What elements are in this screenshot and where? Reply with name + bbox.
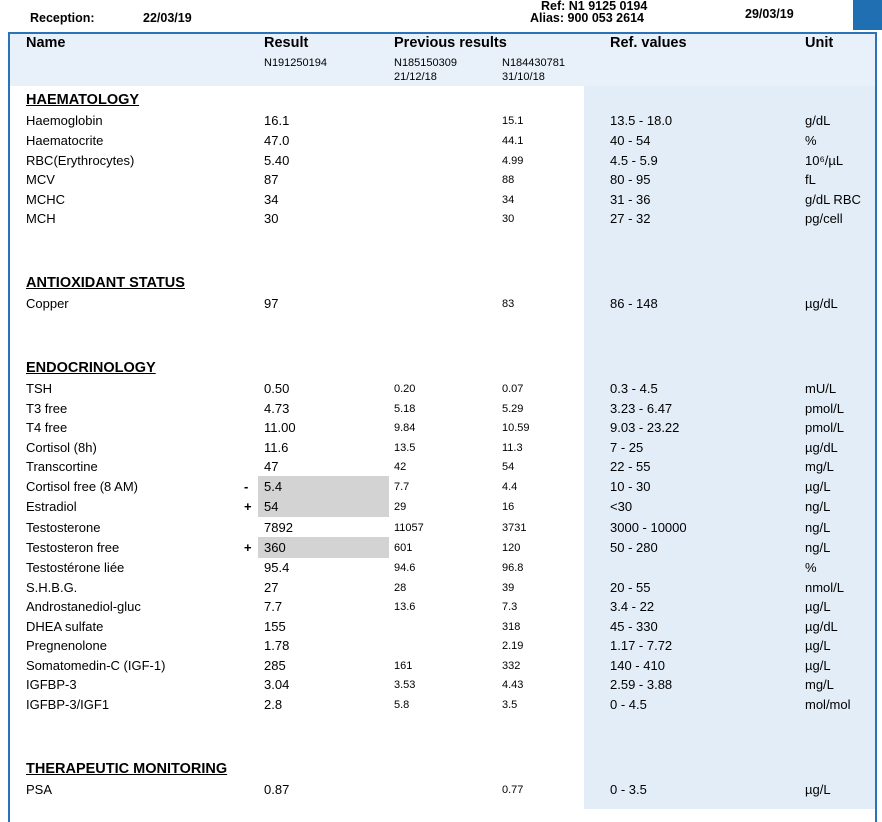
previous-result-2: 10.59 — [502, 422, 530, 434]
reference-range: 1.17 - 7.72 — [610, 638, 673, 653]
result-value: 3.04 — [264, 677, 290, 692]
test-name: Haematocrite — [26, 133, 104, 148]
test-name: RBC(Erythrocytes) — [26, 153, 135, 168]
previous-1-sample-id: N185150309 — [394, 57, 458, 69]
table-row — [0, 381, 882, 400]
unit: µg/L — [805, 638, 831, 653]
reference-range: 7 - 25 — [610, 440, 644, 455]
test-name: Somatomedin-C (IGF-1) — [26, 658, 166, 673]
test-name: MCV — [26, 172, 55, 187]
alias-number: Alias: 900 053 2614 — [530, 11, 644, 25]
reference-range: 86 - 148 — [610, 296, 658, 311]
unit: % — [805, 133, 817, 148]
result-value: 0.50 — [264, 381, 290, 396]
previous-result-2: 39 — [502, 582, 515, 594]
previous-result-2: 3.5 — [502, 699, 518, 711]
reference-range: 2.59 - 3.88 — [610, 677, 673, 692]
reference-number: Ref: N1 9125 0194 — [541, 0, 648, 13]
column-result: Result — [264, 35, 309, 51]
column-previous-results: Previous results — [394, 35, 507, 51]
reference-range: 3.23 - 6.47 — [610, 401, 673, 416]
previous-result-1: 11057 — [394, 522, 424, 534]
result-value: 95.4 — [264, 560, 290, 575]
reference-range: 0 - 4.5 — [610, 697, 647, 712]
header-tab — [853, 0, 882, 30]
reception-label: Reception: — [30, 11, 95, 25]
unit: ng/L — [805, 520, 831, 535]
previous-result-1: 5.8 — [394, 699, 410, 711]
test-name: Cortisol free (8 AM) — [26, 479, 138, 494]
column-unit: Unit — [805, 35, 834, 51]
previous-2-date: 31/10/18 — [502, 71, 545, 83]
reference-range: 9.03 - 23.22 — [610, 420, 680, 435]
result-value: 7.7 — [264, 599, 283, 614]
previous-result-2: 54 — [502, 461, 515, 473]
test-name: IGFBP-3 — [26, 677, 77, 692]
previous-result-2: 16 — [502, 501, 515, 513]
reference-range: 40 - 54 — [610, 133, 651, 148]
test-name: PSA — [26, 782, 53, 797]
unit: µg/dL — [805, 619, 838, 634]
table-row — [0, 479, 882, 498]
test-name: Testosteron free — [26, 540, 120, 555]
reference-range: 50 - 280 — [610, 540, 658, 555]
table-row — [0, 192, 882, 211]
unit: µg/L — [805, 658, 831, 673]
table-row — [0, 113, 882, 132]
column-ref-values: Ref. values — [610, 35, 687, 51]
previous-result-2: 4.4 — [502, 481, 518, 493]
test-name: Copper — [26, 296, 69, 311]
result-value: 34 — [264, 192, 279, 207]
unit: pg/cell — [805, 211, 843, 226]
previous-result-2: 7.3 — [502, 601, 518, 613]
reference-range: 140 - 410 — [610, 658, 665, 673]
result-value: 7892 — [264, 520, 293, 535]
test-name: Transcortine — [26, 459, 98, 474]
reference-range: 27 - 32 — [610, 211, 651, 226]
unit: g/dL — [805, 113, 831, 128]
previous-2-sample-id: N184430781 — [502, 57, 566, 69]
previous-result-2: 30 — [502, 213, 515, 225]
table-row — [0, 211, 882, 230]
unit: 10⁶/µL — [805, 153, 844, 168]
previous-result-2: 96.8 — [502, 562, 524, 574]
result-value: 1.78 — [264, 638, 290, 653]
abnormal-flag: - — [244, 479, 249, 494]
previous-result-2: 11.3 — [502, 442, 523, 454]
previous-result-1: 9.84 — [394, 422, 416, 434]
previous-result-2: 318 — [502, 621, 521, 633]
result-value: 47.0 — [264, 133, 290, 148]
unit: mol/mol — [805, 697, 851, 712]
table-row — [0, 580, 882, 599]
reference-range: 0 - 3.5 — [610, 782, 647, 797]
reception-date: 22/03/19 — [143, 11, 192, 25]
table-row — [0, 782, 882, 801]
reference-range: 45 - 330 — [610, 619, 658, 634]
result-value: 87 — [264, 172, 279, 187]
result-value: 11.00 — [264, 420, 296, 435]
test-name: Haemoglobin — [26, 113, 103, 128]
previous-result-1: 13.5 — [394, 442, 416, 454]
table-row — [0, 499, 882, 518]
previous-result-2: 332 — [502, 660, 521, 672]
result-value: 285 — [264, 658, 286, 673]
test-name: T4 free — [26, 420, 68, 435]
result-sample-id: N191250194 — [264, 57, 328, 69]
reference-range: 3000 - 10000 — [610, 520, 687, 535]
test-name: MCH — [26, 211, 56, 226]
previous-result-2: 5.29 — [502, 403, 524, 415]
unit: µg/dL — [805, 296, 838, 311]
section-therapeutic-monitoring: THERAPEUTIC MONITORING — [26, 761, 228, 777]
report-header — [0, 0, 882, 32]
result-value: 30 — [264, 211, 279, 226]
previous-result-1: 161 — [394, 660, 413, 672]
table-row — [0, 459, 882, 478]
test-name: Testostérone liée — [26, 560, 125, 575]
previous-result-2: 15.1 — [502, 115, 524, 127]
table-row — [0, 420, 882, 439]
result-value: 2.8 — [264, 697, 283, 712]
reference-range: 22 - 55 — [610, 459, 651, 474]
table-row — [0, 153, 882, 172]
unit: ng/L — [805, 540, 831, 555]
previous-result-1: 3.53 — [394, 679, 416, 691]
test-name: T3 free — [26, 401, 68, 416]
table-row — [0, 133, 882, 152]
reference-range: 31 - 36 — [610, 192, 651, 207]
reference-range: 20 - 55 — [610, 580, 651, 595]
table-row — [0, 440, 882, 459]
unit: mg/L — [805, 677, 834, 692]
result-value: 4.73 — [264, 401, 290, 416]
test-name: Testosterone — [26, 520, 101, 535]
result-value: 47 — [264, 459, 279, 474]
section-antioxidant-status: ANTIOXIDANT STATUS — [26, 275, 185, 291]
previous-result-2: 88 — [502, 174, 515, 186]
table-row — [0, 560, 882, 579]
previous-result-1: 7.7 — [394, 481, 410, 493]
reference-range: 10 - 30 — [610, 479, 651, 494]
reference-range: <30 — [610, 499, 633, 514]
previous-result-1: 13.6 — [394, 601, 416, 613]
unit: µg/dL — [805, 440, 838, 455]
previous-result-2: 4.99 — [502, 155, 524, 167]
previous-result-1: 5.18 — [394, 403, 416, 415]
unit: mU/L — [805, 381, 837, 396]
section-haematology: HAEMATOLOGY — [26, 92, 140, 108]
table-row — [0, 638, 882, 657]
previous-result-1: 42 — [394, 461, 407, 473]
reference-range: 13.5 - 18.0 — [610, 113, 673, 128]
abnormal-flag: + — [244, 499, 252, 514]
column-name: Name — [26, 35, 66, 51]
table-row — [0, 401, 882, 420]
previous-result-1: 28 — [394, 582, 407, 594]
result-value: 11.6 — [264, 440, 289, 455]
test-name: Androstanediol-gluc — [26, 599, 141, 614]
previous-result-2: 3731 — [502, 522, 527, 534]
result-value: 155 — [264, 619, 286, 634]
result-value: 0.87 — [264, 782, 290, 797]
table-row — [0, 658, 882, 677]
table-row — [0, 520, 882, 539]
previous-result-2: 0.77 — [502, 784, 524, 796]
unit: µg/L — [805, 599, 831, 614]
test-name: IGFBP-3/IGF1 — [26, 697, 110, 712]
previous-result-2: 0.07 — [502, 383, 524, 395]
table-row — [0, 540, 882, 559]
unit: pmol/L — [805, 420, 845, 435]
unit: µg/L — [805, 479, 831, 494]
table-row — [0, 677, 882, 696]
test-name: TSH — [26, 381, 52, 396]
test-name: Cortisol (8h) — [26, 440, 97, 455]
result-value: 54 — [264, 499, 279, 514]
table-row — [0, 697, 882, 716]
previous-result-2: 83 — [502, 298, 515, 310]
test-name: DHEA sulfate — [26, 619, 104, 634]
test-name: MCHC — [26, 192, 65, 207]
previous-result-1: 94.6 — [394, 562, 416, 574]
result-value: 27 — [264, 580, 279, 595]
result-value: 97 — [264, 296, 279, 311]
previous-result-1: 0.20 — [394, 383, 416, 395]
previous-result-1: 29 — [394, 501, 407, 513]
table-row — [0, 296, 882, 315]
previous-result-2: 34 — [502, 194, 515, 206]
unit: pmol/L — [805, 401, 845, 416]
result-value: 5.4 — [264, 479, 283, 494]
unit: ng/L — [805, 499, 831, 514]
abnormal-flag: + — [244, 540, 252, 555]
previous-result-2: 44.1 — [502, 135, 524, 147]
reference-range: 0.3 - 4.5 — [610, 381, 658, 396]
previous-result-2: 120 — [502, 542, 521, 554]
previous-1-date: 21/12/18 — [394, 71, 437, 83]
previous-result-2: 2.19 — [502, 640, 524, 652]
result-value: 360 — [264, 540, 286, 555]
report-date: 29/03/19 — [745, 7, 794, 21]
previous-result-1: 601 — [394, 542, 413, 554]
result-value: 5.40 — [264, 153, 290, 168]
unit: fL — [805, 172, 816, 187]
unit: % — [805, 560, 817, 575]
result-value: 16.1 — [264, 113, 290, 128]
section-endocrinology: ENDOCRINOLOGY — [26, 360, 156, 376]
test-name: Pregnenolone — [26, 638, 107, 653]
table-row — [0, 599, 882, 618]
unit: g/dL RBC — [805, 192, 861, 207]
table-row — [0, 619, 882, 638]
unit: nmol/L — [805, 580, 845, 595]
table-row — [0, 172, 882, 191]
test-name: Estradiol — [26, 499, 77, 514]
unit: µg/L — [805, 782, 831, 797]
unit: mg/L — [805, 459, 834, 474]
reference-range: 4.5 - 5.9 — [610, 153, 658, 168]
test-name: S.H.B.G. — [26, 580, 78, 595]
reference-range: 3.4 - 22 — [610, 599, 655, 614]
reference-range: 80 - 95 — [610, 172, 651, 187]
previous-result-2: 4.43 — [502, 679, 524, 691]
